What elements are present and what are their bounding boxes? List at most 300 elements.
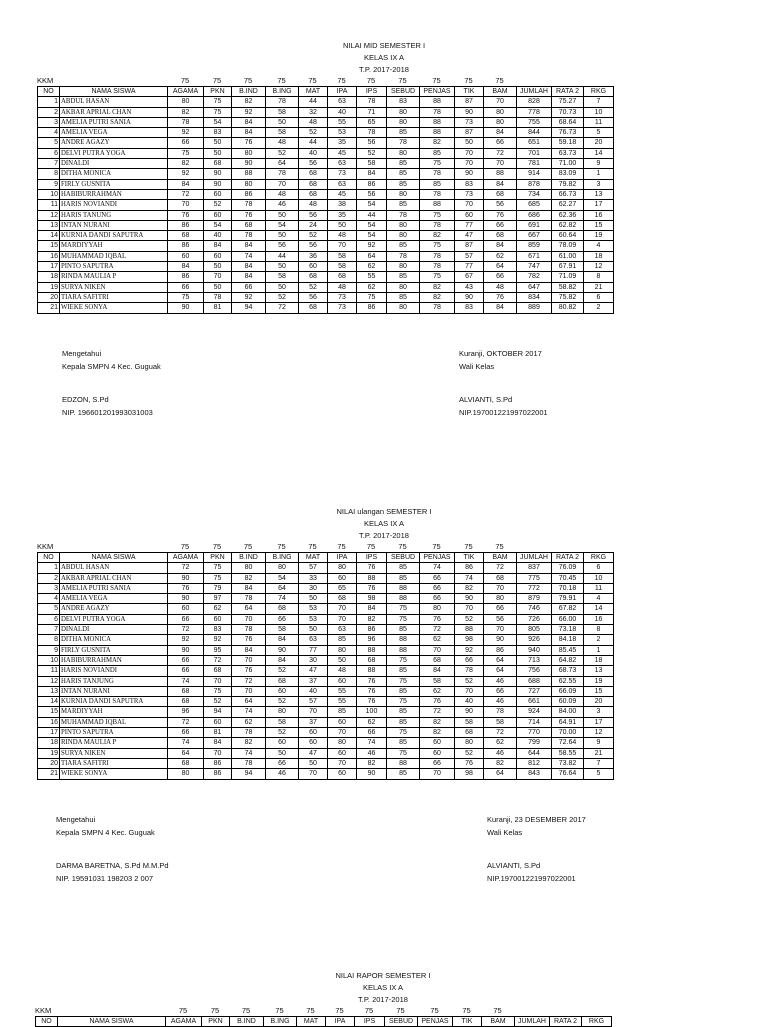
grade-cell: 12 <box>584 262 614 272</box>
grade-cell: 83 <box>204 625 232 635</box>
grade-cell: 76.09 <box>552 563 584 573</box>
student-name: MARDIYYAH <box>60 241 168 251</box>
section-title: NILAI ulangan SEMESTER I <box>336 507 432 516</box>
grade-cell: 6 <box>584 292 614 302</box>
grade-cell: 90 <box>266 645 299 655</box>
grade-cell: 64 <box>357 251 387 261</box>
grade-cell: 772 <box>517 583 552 593</box>
grade-cell: 86 <box>232 189 266 199</box>
grade-cell: 85 <box>387 292 420 302</box>
grade-cell: 84 <box>204 241 232 251</box>
row-number: 11 <box>38 200 60 210</box>
grade-cell: 58 <box>420 676 455 686</box>
column-header: NO <box>38 87 60 97</box>
grade-cell: 35 <box>328 210 357 220</box>
grade-cell: 66 <box>484 604 517 614</box>
grade-cell: 85 <box>387 128 420 138</box>
grade-cell: 64 <box>266 583 299 593</box>
grade-cell: 44 <box>266 251 299 261</box>
row-number: 17 <box>38 728 60 738</box>
grade-cell: 50 <box>266 210 299 220</box>
grade-cell: 98 <box>357 594 387 604</box>
right-signature-line: NIP.197001221997022001 <box>487 874 576 883</box>
student-name: ABDUL HASAN <box>60 97 168 107</box>
grade-cell: 66 <box>484 272 517 282</box>
grade-cell: 40 <box>204 231 232 241</box>
table-row <box>38 594 614 604</box>
grade-cell: 71.09 <box>552 272 584 282</box>
kkm-value: 75 <box>430 1006 439 1015</box>
grade-cell: 52 <box>266 697 299 707</box>
row-number: 16 <box>38 717 60 727</box>
grade-cell: 70 <box>455 604 484 614</box>
grade-cell: 688 <box>517 676 552 686</box>
grade-cell: 80 <box>232 148 266 158</box>
grade-cell: 84 <box>232 262 266 272</box>
grade-cell: 48 <box>299 200 328 210</box>
grade-cell: 66 <box>168 138 204 148</box>
grade-cell: 62 <box>420 686 455 696</box>
grade-cell: 80 <box>387 303 420 313</box>
grade-cell: 90 <box>455 594 484 604</box>
student-name: RINDA MAULIA P <box>60 738 168 748</box>
grade-cell: 60 <box>328 717 357 727</box>
grade-cell: 60 <box>299 738 328 748</box>
grade-cell: 21 <box>584 282 614 292</box>
column-header: PENJAS <box>420 87 455 97</box>
column-header: RKG <box>584 553 614 563</box>
column-header: RATA 2 <box>552 553 584 563</box>
grade-cell: 82 <box>232 97 266 107</box>
kkm-value: 75 <box>308 76 317 85</box>
kkm-label: KKM <box>37 542 54 551</box>
grade-cell: 37 <box>299 676 328 686</box>
column-header: MAT <box>297 1017 326 1027</box>
grade-cell: 18 <box>584 251 614 261</box>
grade-cell: 80 <box>387 117 420 127</box>
grade-cell: 756 <box>517 666 552 676</box>
column-header: IPS <box>355 1017 385 1027</box>
grade-cell: 70.00 <box>552 728 584 738</box>
grade-cell: 68 <box>266 604 299 614</box>
grade-cell: 828 <box>517 97 552 107</box>
grade-cell: 56 <box>266 241 299 251</box>
grade-cell: 75.82 <box>552 292 584 302</box>
grade-cell: 84 <box>266 655 299 665</box>
grade-cell: 78 <box>357 97 387 107</box>
grade-cell: 647 <box>517 282 552 292</box>
grade-cell: 50 <box>204 262 232 272</box>
grade-cell: 70 <box>299 769 328 779</box>
grade-cell: 50 <box>299 594 328 604</box>
grade-cell: 36 <box>299 251 328 261</box>
grade-cell: 56 <box>299 159 328 169</box>
grade-cell: 24 <box>299 220 328 230</box>
grade-cell: 86 <box>484 645 517 655</box>
table-row <box>38 697 614 707</box>
student-name: AMELIA PUTRI SANIA <box>60 583 168 593</box>
grade-cell: 58 <box>266 625 299 635</box>
grade-cell: 52 <box>204 697 232 707</box>
grade-cell: 48 <box>266 138 299 148</box>
grade-cell: 84 <box>232 645 266 655</box>
grade-cell: 72 <box>266 303 299 313</box>
grade-cell: 58 <box>328 262 357 272</box>
grade-cell: 747 <box>517 262 552 272</box>
grade-cell: 70.73 <box>552 107 584 117</box>
column-header: NO <box>38 553 60 563</box>
grade-cell: 50 <box>328 220 357 230</box>
student-name: DITHA MONICA <box>60 635 168 645</box>
kkm-value: 75 <box>212 76 222 85</box>
grade-cell: 50 <box>204 282 232 292</box>
column-header: TIK <box>455 553 484 563</box>
grade-cell: 64 <box>484 262 517 272</box>
section-kelas: KELAS IX A <box>362 983 404 992</box>
grade-cell: 1 <box>584 645 614 655</box>
grade-cell: 68 <box>168 758 204 768</box>
table-row <box>38 614 614 624</box>
grade-cell: 70.18 <box>552 583 584 593</box>
kkm-value: 75 <box>275 1006 284 1015</box>
grade-cell: 87 <box>455 97 484 107</box>
grade-cell: 84 <box>232 583 266 593</box>
grade-cell: 53 <box>328 128 357 138</box>
grade-cell: 61.00 <box>552 251 584 261</box>
grade-cell: 82 <box>455 583 484 593</box>
grade-cell: 63 <box>328 179 357 189</box>
column-header: IPA <box>326 1017 355 1027</box>
row-number: 9 <box>38 179 60 189</box>
grade-cell: 70 <box>204 272 232 282</box>
grade-cell: 56 <box>484 614 517 624</box>
grade-cell: 60 <box>204 251 232 261</box>
column-header: RATA 2 <box>552 87 584 97</box>
grade-cell: 75 <box>420 159 455 169</box>
grade-cell: 92 <box>455 645 484 655</box>
grade-cell: 68 <box>484 573 517 583</box>
grade-cell: 84.18 <box>552 635 584 645</box>
column-header: B.ING <box>266 553 299 563</box>
grade-cell: 81 <box>204 303 232 313</box>
grade-cell: 80 <box>232 179 266 189</box>
grade-cell: 92 <box>204 635 232 645</box>
grade-cell: 53 <box>299 604 328 614</box>
grade-cell: 52 <box>299 282 328 292</box>
grade-cell: 52 <box>266 148 299 158</box>
grade-cell: 94 <box>232 303 266 313</box>
grade-cell: 90 <box>484 635 517 645</box>
grade-cell: 92 <box>168 169 204 179</box>
table-row <box>38 292 614 302</box>
grade-cell: 71 <box>357 107 387 117</box>
grade-cell: 88 <box>420 97 455 107</box>
kkm-value: 75 <box>241 1006 251 1015</box>
grade-cell: 78 <box>266 97 299 107</box>
kkm-value: 75 <box>243 76 253 85</box>
grade-cell: 70 <box>328 758 357 768</box>
grade-cell: 83.09 <box>552 169 584 179</box>
grade-cell: 55 <box>328 686 357 696</box>
column-header: NO <box>36 1017 58 1027</box>
grade-cell: 11 <box>584 117 614 127</box>
grade-cell: 73.82 <box>552 758 584 768</box>
table-row <box>38 231 614 241</box>
grade-cell: 7 <box>584 758 614 768</box>
grade-cell: 66 <box>484 138 517 148</box>
grade-cell: 80 <box>328 738 357 748</box>
grade-cell: 66 <box>420 758 455 768</box>
row-number: 1 <box>38 563 60 573</box>
grade-cell: 68 <box>168 686 204 696</box>
grade-cell: 4 <box>584 594 614 604</box>
grade-cell: 1 <box>584 169 614 179</box>
grade-cell: 70 <box>420 769 455 779</box>
grade-cell: 63 <box>328 159 357 169</box>
grade-cell: 53 <box>299 614 328 624</box>
grade-cell: 80 <box>232 563 266 573</box>
grade-cell: 84 <box>484 179 517 189</box>
grade-cell: 75 <box>168 148 204 158</box>
grade-cell: 75 <box>204 563 232 573</box>
grade-cell: 85 <box>328 707 357 717</box>
grade-cell: 74 <box>168 676 204 686</box>
column-header: PENJAS <box>418 1017 453 1027</box>
grade-cell: 82 <box>357 614 387 624</box>
grade-cell: 52 <box>299 128 328 138</box>
grade-cell: 20 <box>584 138 614 148</box>
grade-cell: 88 <box>420 128 455 138</box>
grade-cell: 48 <box>328 282 357 292</box>
row-number: 14 <box>38 231 60 241</box>
grade-cell: 68 <box>168 231 204 241</box>
grade-cell: 19 <box>584 676 614 686</box>
grade-cell: 66.00 <box>552 614 584 624</box>
grade-cell: 84.00 <box>552 707 584 717</box>
grade-cell: 78 <box>484 707 517 717</box>
grade-cell: 60 <box>168 251 204 261</box>
grade-cell: 799 <box>517 738 552 748</box>
grade-cell: 59.18 <box>552 138 584 148</box>
grade-cell: 78 <box>232 728 266 738</box>
grade-cell: 73 <box>328 169 357 179</box>
grade-cell: 75 <box>204 107 232 117</box>
grade-cell: 70 <box>484 159 517 169</box>
grade-cell: 85 <box>387 179 420 189</box>
grade-cell: 38 <box>328 200 357 210</box>
row-number: 8 <box>38 635 60 645</box>
grade-cell: 11 <box>584 583 614 593</box>
grade-cell: 78 <box>420 107 455 117</box>
right-signature-line: NIP.197001221997022001 <box>459 408 548 417</box>
grade-cell: 81 <box>204 728 232 738</box>
kkm-row <box>37 76 768 86</box>
grade-cell: 88 <box>387 594 420 604</box>
grade-cell: 56 <box>299 210 328 220</box>
grade-cell: 9 <box>584 738 614 748</box>
row-number: 18 <box>38 738 60 748</box>
grade-cell: 77 <box>455 220 484 230</box>
row-number: 13 <box>38 220 60 230</box>
grade-cell: 56 <box>299 241 328 251</box>
grade-cell: 46 <box>484 676 517 686</box>
grade-cell: 85 <box>420 179 455 189</box>
row-number: 10 <box>38 655 60 665</box>
grade-cell: 62 <box>484 738 517 748</box>
grades-table <box>35 1016 612 1027</box>
grade-cell: 72 <box>168 189 204 199</box>
grade-cell: 67.91 <box>552 262 584 272</box>
grade-cell: 86 <box>168 220 204 230</box>
grade-cell: 66 <box>420 594 455 604</box>
section-title: NILAI RAPOR SEMESTER I <box>335 971 431 980</box>
table-row <box>38 241 614 251</box>
column-header: BAM <box>484 87 517 97</box>
kkm-value: 75 <box>398 76 407 85</box>
column-header: B.IND <box>232 87 266 97</box>
grade-cell: 72 <box>420 625 455 635</box>
left-signature-line: EDZON, S.Pd <box>62 395 109 404</box>
grade-cell: 19 <box>584 231 614 241</box>
grade-cell: 72 <box>168 625 204 635</box>
grade-cell: 84 <box>484 241 517 251</box>
row-number: 9 <box>38 645 60 655</box>
left-signature-line: Mengetahui <box>56 815 96 824</box>
grade-cell: 50 <box>266 117 299 127</box>
table-row <box>38 220 614 230</box>
grade-cell: 85 <box>387 625 420 635</box>
grade-cell: 14 <box>584 148 614 158</box>
kkm-value: 75 <box>495 76 504 85</box>
grade-cell: 13 <box>584 189 614 199</box>
grade-cell: 80 <box>455 738 484 748</box>
grade-cell: 54 <box>266 220 299 230</box>
table-row <box>38 676 614 686</box>
grade-cell: 75.27 <box>552 97 584 107</box>
grade-cell: 76.64 <box>552 769 584 779</box>
grade-cell: 96 <box>357 635 387 645</box>
grade-cell: 58 <box>484 717 517 727</box>
grade-cell: 9 <box>584 159 614 169</box>
grade-cell: 66 <box>357 728 387 738</box>
grade-cell: 82 <box>420 282 455 292</box>
row-number: 7 <box>38 625 60 635</box>
grade-cell: 48 <box>328 666 357 676</box>
column-header: PKN <box>204 553 232 563</box>
grade-cell: 926 <box>517 635 552 645</box>
kkm-value: 75 <box>495 542 504 551</box>
student-name: DINALDI <box>60 625 168 635</box>
column-header: B.IND <box>230 1017 264 1027</box>
grade-cell: 50 <box>455 138 484 148</box>
grade-cell: 78 <box>420 262 455 272</box>
grade-cell: 44 <box>357 210 387 220</box>
grade-cell: 75 <box>204 573 232 583</box>
grade-cell: 73 <box>328 303 357 313</box>
grade-cell: 812 <box>517 758 552 768</box>
grade-cell: 726 <box>517 614 552 624</box>
grade-cell: 70 <box>299 707 328 717</box>
grade-cell: 66 <box>266 758 299 768</box>
grade-cell: 78 <box>387 138 420 148</box>
section-title: NILAI MID SEMESTER I <box>342 41 426 50</box>
grade-cell: 6 <box>584 563 614 573</box>
grade-cell: 78 <box>232 625 266 635</box>
grade-cell: 80 <box>387 189 420 199</box>
grade-cell: 16 <box>584 210 614 220</box>
grade-cell: 914 <box>517 169 552 179</box>
grade-cell: 48 <box>299 117 328 127</box>
grade-cell: 72 <box>204 655 232 665</box>
grade-cell: 80.82 <box>552 303 584 313</box>
grade-cell: 878 <box>517 179 552 189</box>
grade-cell: 66 <box>168 728 204 738</box>
grade-cell: 58.55 <box>552 748 584 758</box>
grade-cell: 80 <box>266 707 299 717</box>
student-name: DELVI PUTRA YOGA <box>60 148 168 158</box>
grade-cell: 62.82 <box>552 220 584 230</box>
section-tp: T.P. 2017-2018 <box>358 995 408 1004</box>
grade-cell: 72.64 <box>552 738 584 748</box>
grade-cell: 60 <box>204 717 232 727</box>
student-name: AKBAR APRIAL CHAN <box>60 573 168 583</box>
row-number: 20 <box>38 758 60 768</box>
grade-cell: 76 <box>484 292 517 302</box>
grade-cell: 30 <box>299 583 328 593</box>
grade-cell: 15 <box>584 686 614 696</box>
row-number: 1 <box>38 97 60 107</box>
grade-cell: 14 <box>584 604 614 614</box>
grade-cell: 90 <box>168 645 204 655</box>
student-name: INTAN NURANI <box>60 220 168 230</box>
column-header: JUMLAH <box>515 1017 550 1027</box>
grade-cell: 21 <box>584 748 614 758</box>
grade-cell: 13 <box>584 666 614 676</box>
grade-cell: 94 <box>232 769 266 779</box>
grade-cell: 60 <box>168 604 204 614</box>
kkm-label: KKM <box>37 76 54 85</box>
grade-cell: 8 <box>584 625 614 635</box>
grade-cell: 85 <box>387 272 420 282</box>
column-header: BAM <box>482 1017 515 1027</box>
section-kelas: KELAS IX A <box>363 53 405 62</box>
grade-cell: 76 <box>168 210 204 220</box>
kkm-value: 75 <box>180 76 190 85</box>
grade-cell: 44 <box>299 97 328 107</box>
grade-cell: 78 <box>420 169 455 179</box>
grade-cell: 58.82 <box>552 282 584 292</box>
grade-cell: 76 <box>357 676 387 686</box>
grade-cell: 70 <box>484 583 517 593</box>
grade-cell: 46 <box>484 748 517 758</box>
grade-cell: 75 <box>168 292 204 302</box>
row-number: 15 <box>38 241 60 251</box>
row-number: 20 <box>38 292 60 302</box>
grade-cell: 82 <box>168 107 204 117</box>
grade-cell: 661 <box>517 697 552 707</box>
grade-cell: 778 <box>517 107 552 117</box>
grade-cell: 58 <box>266 128 299 138</box>
column-header: JUMLAH <box>517 87 552 97</box>
row-number: 21 <box>38 769 60 779</box>
grade-cell: 84 <box>357 169 387 179</box>
grade-cell: 86 <box>204 758 232 768</box>
grade-cell: 46 <box>357 748 387 758</box>
grade-cell: 84 <box>168 179 204 189</box>
column-header: IPA <box>328 553 357 563</box>
grade-cell: 70 <box>328 241 357 251</box>
grade-cell: 50 <box>328 655 357 665</box>
